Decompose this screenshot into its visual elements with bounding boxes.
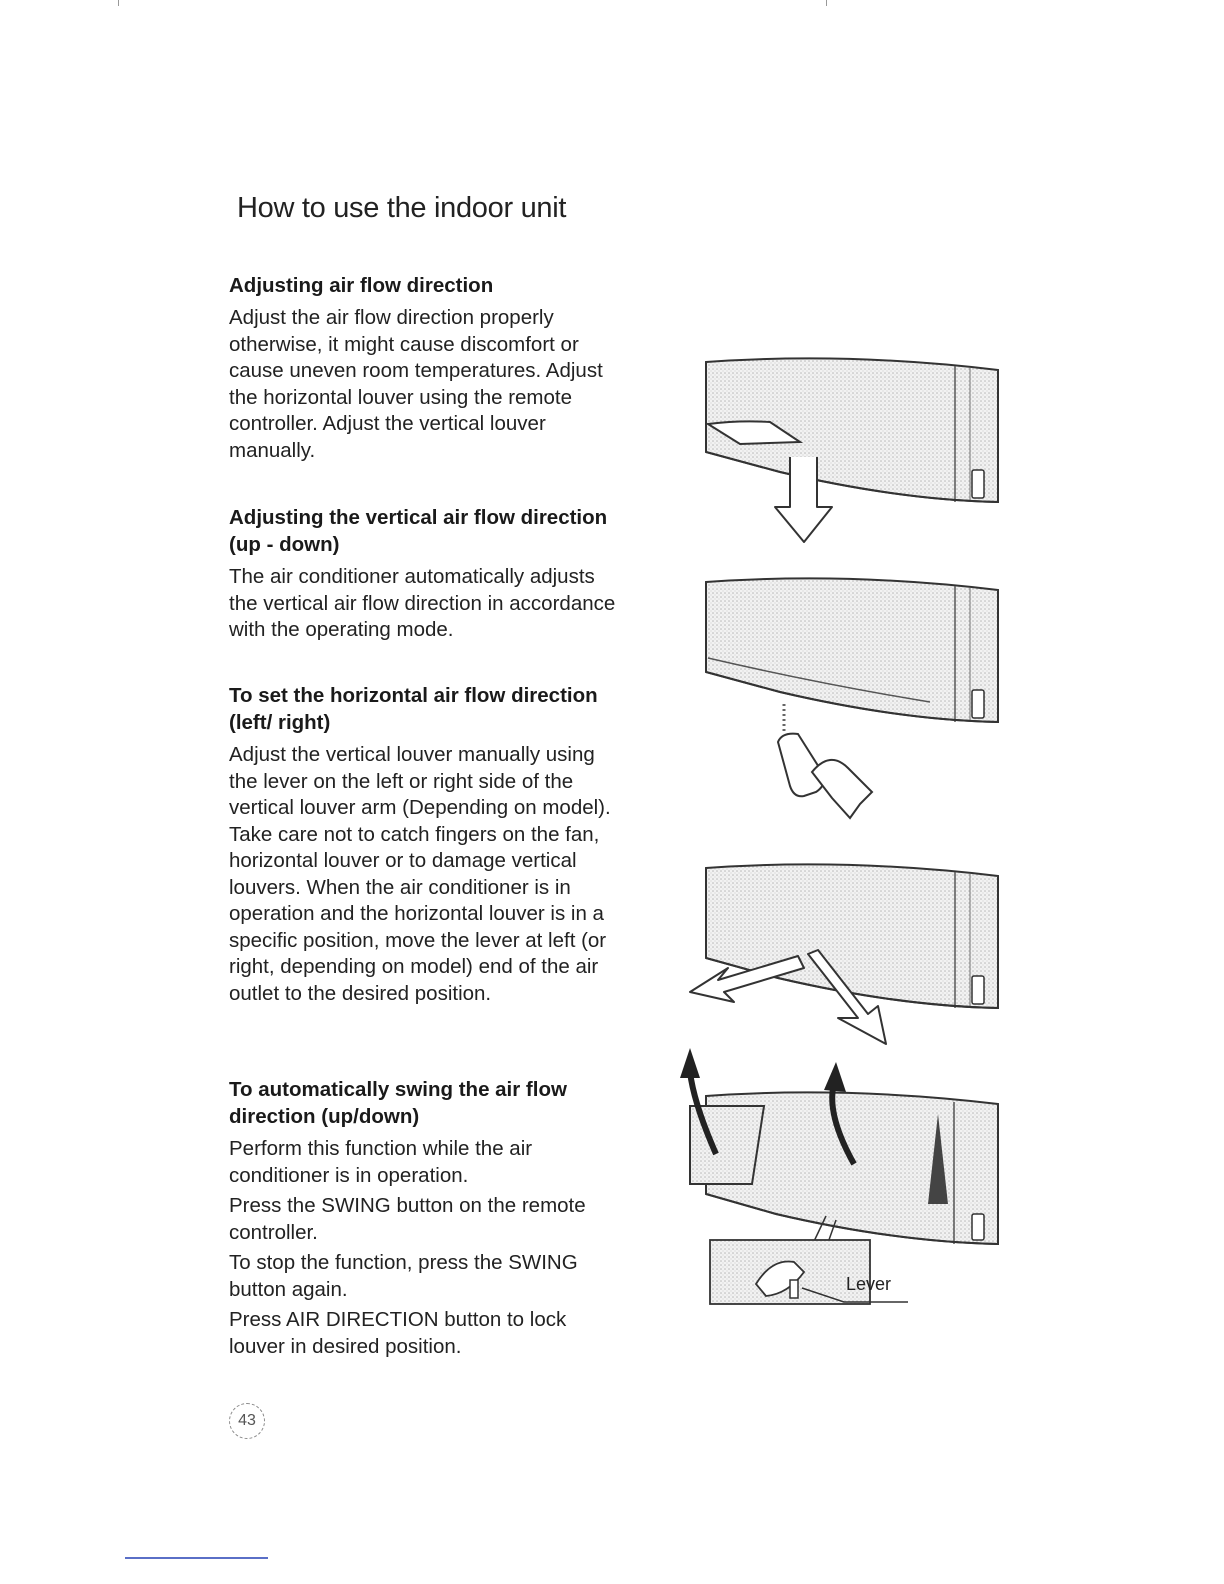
section-paragraph: Perform this function while the air conditioner is in operation. bbox=[229, 1137, 533, 1187]
figure-unit-horizontal-airflow bbox=[688, 858, 1003, 1048]
section-heading: Adjusting air flow direction bbox=[229, 274, 494, 297]
section-paragraph: Adjust the air flow direction properly otherwise, it might cause discomfort or cause uneven room temperatures. Adjust the horizontal louver using the remote controller. Adjust the vertical louver manually. bbox=[229, 306, 603, 462]
figure-unit-downward-airflow bbox=[700, 352, 1005, 547]
page-title: How to use the indoor unit bbox=[237, 192, 567, 224]
section-paragraph: The air conditioner automatically adjusts the vertical air flow direction in accordance with the operating mode. bbox=[229, 565, 616, 641]
section-air-flow-direction bbox=[229, 272, 629, 464]
lever-label: Lever bbox=[846, 1274, 892, 1294]
section-paragraph: Press AIR DIRECTION button to lock louver in desired position. bbox=[229, 1308, 567, 1358]
section-heading: To automatically swing the air flow direction (up/down) bbox=[229, 1078, 567, 1128]
scan-tick bbox=[826, 0, 827, 6]
section-horizontal-air-flow bbox=[229, 682, 624, 1007]
section-paragraph: Adjust the vertical louver manually using the lever on the left or right side of the vertical louver arm (Depending on model). Take care not to catch fingers on the fan, horizontal louver or to damage vertical louvers. When the air conditioner is in operation and the horizontal louver is in a specific position, move the lever at left (or right, depending on model) end of the air outlet to the desired position. bbox=[229, 743, 611, 1005]
section-auto-swing bbox=[229, 1076, 619, 1360]
page-number: 43 bbox=[229, 1403, 265, 1439]
figure-unit-swing-lever bbox=[676, 1044, 1006, 1316]
section-paragraph: Press the SWING button on the remote controller. bbox=[229, 1194, 586, 1244]
section-paragraph: To stop the function, press the SWING button again. bbox=[229, 1251, 578, 1301]
footer-line bbox=[125, 1557, 268, 1559]
section-heading: Adjusting the vertical air flow direction (up - down) bbox=[229, 506, 608, 556]
figure-unit-remote-controller bbox=[700, 572, 1005, 822]
section-vertical-air-flow bbox=[229, 504, 624, 644]
section-heading: To set the horizontal air flow direction (left/ right) bbox=[229, 684, 598, 734]
scan-tick bbox=[118, 0, 119, 6]
